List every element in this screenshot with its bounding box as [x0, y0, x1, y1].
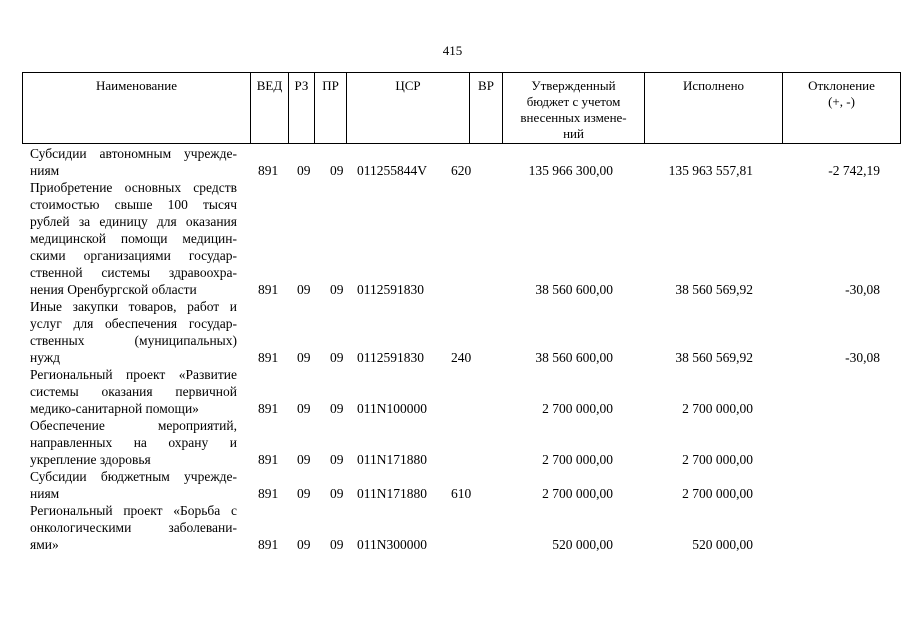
- row-ved: 891: [258, 537, 279, 552]
- row-name-line: скими организациями государ-: [30, 248, 237, 263]
- row-approved: 38 560 600,00: [535, 282, 613, 297]
- row-csr: 0112591830: [357, 282, 424, 297]
- row-pr: 09: [330, 282, 344, 297]
- row-approved: 520 000,00: [552, 537, 613, 552]
- row-rz: 09: [297, 282, 311, 297]
- row-rz: 09: [297, 401, 311, 416]
- header-approved-line: бюджет с учетом: [526, 94, 621, 109]
- row-csr: 011N300000: [357, 537, 427, 552]
- table-row: [0, 502, 905, 553]
- row-name-line: Региональный проект «Борьба с: [30, 503, 237, 518]
- row-vr: 610: [451, 486, 472, 501]
- row-ved: 891: [258, 282, 279, 297]
- row-executed: 135 963 557,81: [668, 163, 753, 178]
- header-approved-line: Утвержденный: [531, 78, 616, 93]
- row-name-line: направленных на охрану и: [30, 435, 237, 450]
- row-name-line: медико-санитарной помощи»: [30, 401, 199, 416]
- row-name-line: Иные закупки товаров, работ и: [30, 299, 237, 314]
- row-name-line: Приобретение основных средств: [30, 180, 237, 195]
- header-executed: Исполнено: [644, 73, 782, 143]
- row-executed: 38 560 569,92: [675, 282, 753, 297]
- header-vr: ВР: [469, 73, 502, 143]
- row-name-line: нения Оренбургской области: [30, 282, 197, 297]
- table-row: [0, 366, 905, 417]
- row-name-line: ниям: [30, 486, 60, 501]
- table-row: [0, 468, 905, 502]
- row-name: [30, 417, 237, 468]
- row-name: [30, 502, 237, 553]
- row-name-line: ями»: [30, 537, 59, 552]
- table-header: [22, 72, 901, 144]
- table-row: [0, 298, 905, 366]
- row-ved: 891: [258, 163, 279, 178]
- row-approved: 2 700 000,00: [542, 452, 613, 467]
- row-deviation: -30,08: [845, 350, 880, 365]
- row-csr: 011N100000: [357, 401, 427, 416]
- page-number: 415: [442, 43, 463, 58]
- row-ved: 891: [258, 452, 279, 467]
- row-rz: 09: [297, 452, 311, 467]
- row-csr: 011N171880: [357, 452, 427, 467]
- row-pr: 09: [330, 537, 344, 552]
- row-approved: 135 966 300,00: [528, 163, 613, 178]
- row-executed: 2 700 000,00: [682, 401, 753, 416]
- row-csr: 0112591830: [357, 350, 424, 365]
- row-name-line: Субсидии автономным учрежде-: [30, 146, 237, 161]
- row-rz: 09: [297, 537, 311, 552]
- row-name-line: Субсидии бюджетным учрежде-: [30, 469, 237, 484]
- table-row: [0, 179, 905, 298]
- row-deviation: -30,08: [845, 282, 880, 297]
- row-pr: 09: [330, 401, 344, 416]
- row-name: [30, 179, 237, 298]
- row-rz: 09: [297, 350, 311, 365]
- header-csr: ЦСР: [346, 73, 469, 143]
- row-rz: 09: [297, 163, 311, 178]
- row-name-line: нужд: [30, 350, 60, 365]
- header-rz: РЗ: [288, 73, 314, 143]
- row-ved: 891: [258, 486, 279, 501]
- row-name-line: онкологическими заболевани-: [30, 520, 237, 535]
- row-name-line: рублей за единицу для оказания: [30, 214, 237, 229]
- row-name-line: системы оказания первичной: [30, 384, 237, 399]
- row-name-line: укрепление здоровья: [30, 452, 151, 467]
- row-name-line: ственных (муниципальных): [30, 333, 237, 348]
- row-name-line: услуг для обеспечения государ-: [30, 316, 237, 331]
- row-approved: 2 700 000,00: [542, 486, 613, 501]
- header-approved-line: ний: [563, 126, 584, 141]
- row-name-line: Обеспечение мероприятий,: [30, 418, 237, 433]
- header-deviation-line: Отклонение: [808, 78, 875, 93]
- row-name: [30, 298, 237, 366]
- row-name-line: стоимостью свыше 100 тысяч: [30, 197, 237, 212]
- row-csr: 011N171880: [357, 486, 427, 501]
- row-name: [30, 145, 237, 179]
- row-name-line: Региональный проект «Развитие: [30, 367, 237, 382]
- row-pr: 09: [330, 452, 344, 467]
- table-row: [0, 145, 905, 179]
- row-pr: 09: [330, 350, 344, 365]
- row-name-line: медицинской помощи медицин-: [30, 231, 237, 246]
- row-vr: 620: [451, 163, 472, 178]
- row-executed: 2 700 000,00: [682, 486, 753, 501]
- row-csr: 011255844V: [357, 163, 427, 178]
- row-name: [30, 468, 237, 502]
- header-pr: ПР: [314, 73, 346, 143]
- row-name-line: ниям: [30, 163, 60, 178]
- header-approved-line: внесенных измене-: [520, 110, 627, 125]
- row-approved: 2 700 000,00: [542, 401, 613, 416]
- header-deviation: [782, 73, 901, 143]
- row-rz: 09: [297, 486, 311, 501]
- row-ved: 891: [258, 401, 279, 416]
- row-ved: 891: [258, 350, 279, 365]
- row-name-line: ственной системы здравоохра-: [30, 265, 237, 280]
- row-executed: 38 560 569,92: [675, 350, 753, 365]
- row-name: [30, 366, 237, 417]
- header-name: Наименование: [22, 73, 250, 143]
- row-deviation: -2 742,19: [828, 163, 880, 178]
- table-row: [0, 417, 905, 468]
- header-deviation-line: (+, -): [828, 94, 855, 109]
- header-approved: [502, 73, 644, 143]
- row-executed: 2 700 000,00: [682, 452, 753, 467]
- header-ved: ВЕД: [250, 73, 288, 143]
- row-executed: 520 000,00: [692, 537, 753, 552]
- row-pr: 09: [330, 486, 344, 501]
- row-vr: 240: [451, 350, 472, 365]
- row-pr: 09: [330, 163, 344, 178]
- row-approved: 38 560 600,00: [535, 350, 613, 365]
